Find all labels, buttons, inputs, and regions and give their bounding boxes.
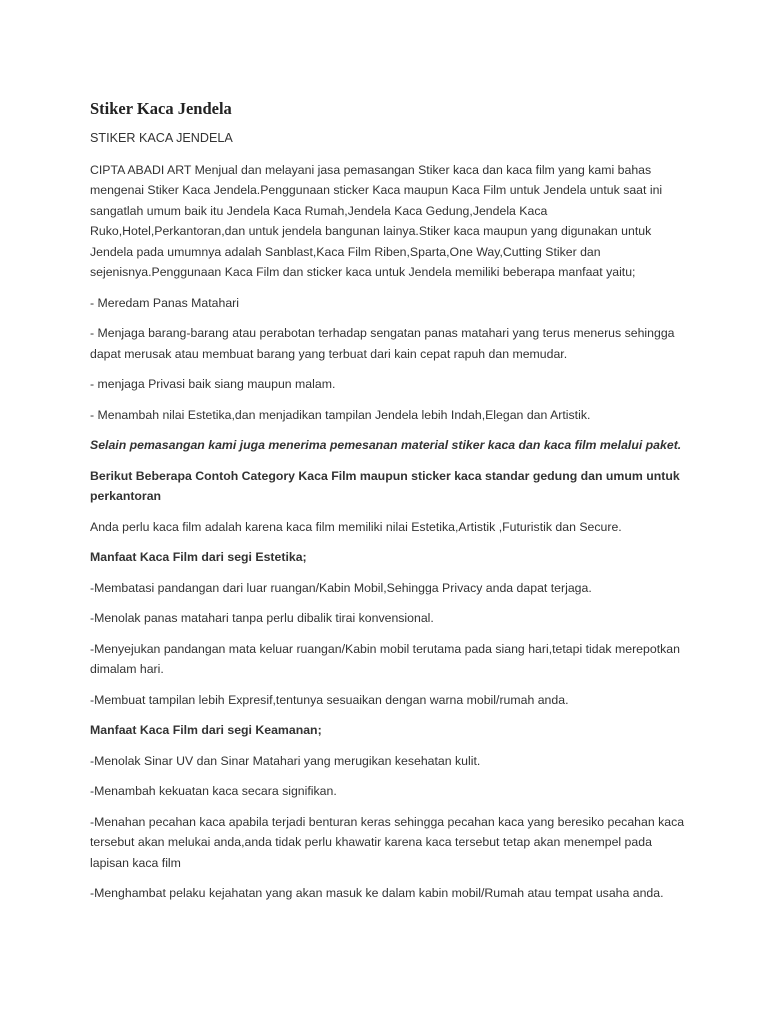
security-item: -Menahan pecahan kaca apabila terjadi benturan keras sehingga pecahan kaca yang beresiko pecahan kaca tersebut akan melukai anda,anda tidak perlu khawatir karena kaca tersebut tetap akan menempel pada lapisan kaca film: [90, 814, 685, 870]
category-heading: Berikut Beberapa Contoh Category Kaca Film maupun sticker kaca standar gedung dan umum untuk perkantoran: [90, 468, 680, 503]
aesthetic-item: -Membuat tampilan lebih Expresif,tentunya sesuaikan dengan warna mobil/rumah anda.: [90, 692, 569, 707]
intro-paragraph: CIPTA ABADI ART Menjual dan melayani jasa pemasangan Stiker kaca dan kaca film yang kami bahas mengenai Stiker Kaca Jendela.Penggunaan sticker Kaca maupun Kaca Film untuk Jendela untuk saat ini sangatlah umum baik itu Jendela Kaca Rumah,Jendela Kaca Gedung,Jendela Kaca Ruko,Hotel,Perkantoran,dan untuk jendela bangunan lainya.Stiker kaca maupun yang digunakan untuk Jendela pada umumnya adalah Sanblast,Kaca Film Riben,Sparta,One Way,Cutting Stiker dan sejenisnya.Penggunaan Kaca Film dan sticker kaca untuk Jendela memiliki beberapa manfaat yaitu;: [90, 162, 663, 279]
article: [90, 98, 690, 914]
aesthetic-item: -Menyejukan pandangan mata keluar ruangan/Kabin mobil terutama pada siang hari,tetapi tidak merepotkan dimalam hari.: [90, 641, 680, 676]
aesthetic-heading: Manfaat Kaca Film dari segi Estetika;: [90, 550, 307, 564]
aesthetic-item: -Menolak panas matahari tanpa perlu dibalik tirai konvensional.: [90, 611, 434, 625]
benefit-item: - Menambah nilai Estetika,dan menjadikan tampilan Jendela lebih Indah,Elegan dan Artistik.: [90, 407, 591, 422]
benefit-item: - Meredam Panas Matahari: [90, 295, 239, 310]
article-subtitle: STIKER KACA JENDELA: [90, 131, 233, 145]
benefit-item: - Menjaga barang-barang atau perabotan terhadap sengatan panas matahari yang terus menerus sehingga dapat merusak atau membuat barang yang terbuat dari kain cepat rapuh dan memudar.: [90, 326, 675, 361]
security-item: -Menghambat pelaku kejahatan yang akan masuk ke dalam kabin mobil/Rumah atau tempat usaha anda.: [90, 886, 664, 900]
benefit-item: - menjaga Privasi baik siang maupun malam.: [90, 377, 336, 391]
security-item: -Menambah kekuatan kaca secara signifikan.: [90, 784, 337, 798]
reason-paragraph: Anda perlu kaca film adalah karena kaca film memiliki nilai Estetika,Artistik ,Futuristik dan Secure.: [90, 519, 622, 534]
order-note: Selain pemasangan kami juga menerima pemesanan material stiker kaca dan kaca film melalui paket.: [90, 438, 682, 452]
aesthetic-item: -Membatasi pandangan dari luar ruangan/Kabin Mobil,Sehingga Privacy anda dapat terjaga.: [90, 580, 592, 595]
security-item: -Menolak Sinar UV dan Sinar Matahari yang merugikan kesehatan kulit.: [90, 753, 481, 768]
security-heading: Manfaat Kaca Film dari segi Keamanan;: [90, 723, 322, 737]
article-title: Stiker Kaca Jendela: [90, 99, 232, 118]
